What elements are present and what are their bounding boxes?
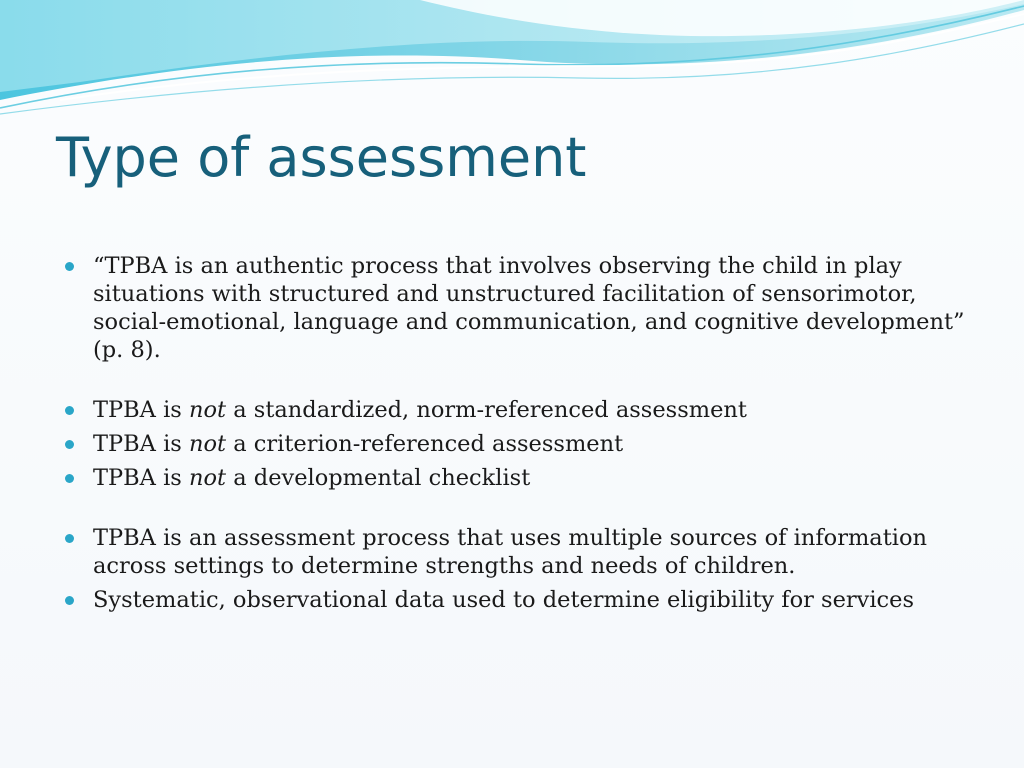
bullet-prefix: TPBA is bbox=[93, 397, 189, 423]
bullet-text bbox=[93, 431, 623, 457]
bullet-dot-icon bbox=[65, 596, 74, 605]
bullet-item bbox=[62, 524, 992, 580]
bullet-item bbox=[62, 586, 992, 614]
wave-header-decoration bbox=[0, 0, 1024, 120]
bullet-dot-icon bbox=[65, 474, 74, 483]
bullet-suffix: a criterion-referenced assessment bbox=[226, 431, 624, 457]
bullet-dot-icon bbox=[65, 262, 74, 271]
bullet-text bbox=[93, 465, 530, 491]
bullet-text: TPBA is an assessment process that uses multiple sources of information across settings to determine strengths and needs of children. bbox=[93, 525, 927, 579]
bullet-dot-icon bbox=[65, 440, 74, 449]
bullet-list bbox=[62, 252, 992, 614]
bullet-text: Systematic, observational data used to determine eligibility for services bbox=[93, 587, 915, 613]
bullet-suffix: a developmental checklist bbox=[226, 465, 531, 491]
bullet-text: “TPBA is an authentic process that involves observing the child in play situations with structured and unstructured facilitation of sensorimotor, social-emotional, language and communication, and cognitive development” (p. 8). bbox=[93, 253, 965, 363]
bullet-item bbox=[62, 464, 992, 492]
bullet-dot-icon bbox=[65, 406, 74, 415]
bullet-prefix: TPBA is bbox=[93, 465, 189, 491]
bullet-item bbox=[62, 430, 992, 458]
bullet-prefix: TPBA is bbox=[93, 431, 189, 457]
bullet-suffix: a standardized, norm-referenced assessment bbox=[226, 397, 747, 423]
bullet-emphasis: not bbox=[188, 465, 227, 491]
bullet-dot-icon bbox=[65, 534, 74, 543]
bullet-emphasis: not bbox=[188, 397, 227, 423]
bullet-item bbox=[62, 396, 992, 424]
bullet-emphasis: not bbox=[188, 431, 227, 457]
bullet-text bbox=[93, 397, 747, 423]
bullet-item bbox=[62, 252, 992, 364]
slide-content bbox=[62, 252, 992, 620]
slide-title: Type of assessment bbox=[56, 126, 587, 189]
